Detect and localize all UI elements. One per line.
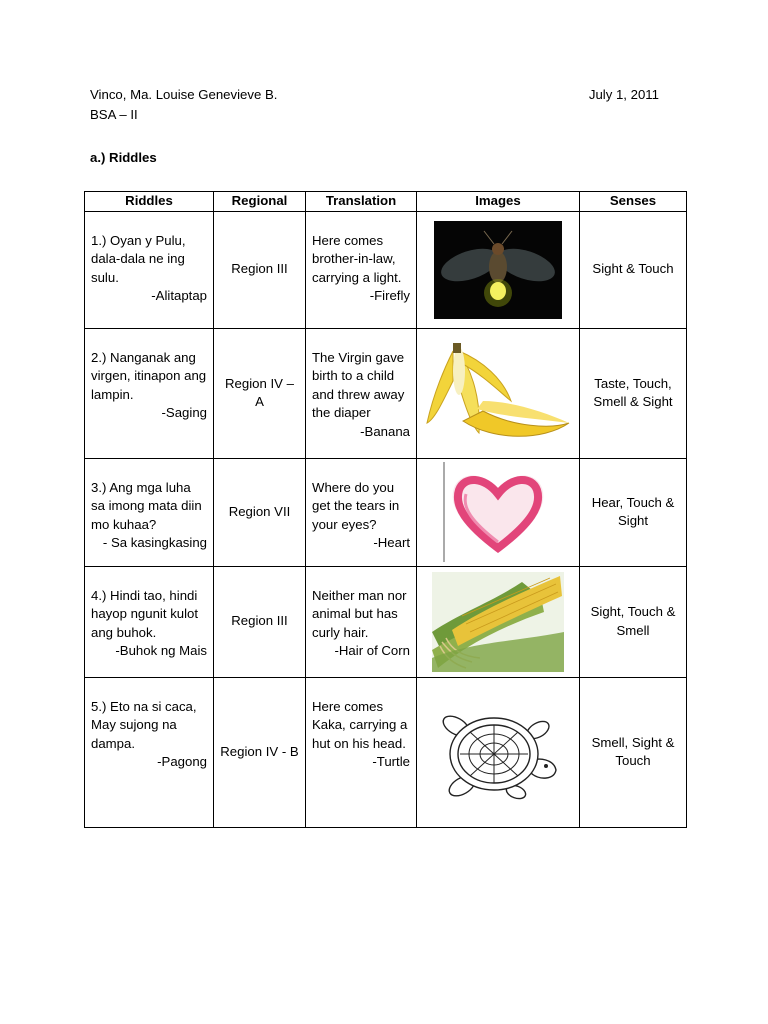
table-row <box>85 566 687 677</box>
translation-text: Neither man nor animal but has curly hair. <box>312 587 407 640</box>
translation-answer: -Heart <box>373 535 410 550</box>
image-cell <box>417 566 580 677</box>
table-row <box>85 677 687 827</box>
column-header-riddles: Riddles <box>85 192 214 212</box>
translation-answer: -Hair of Corn <box>334 643 410 658</box>
image-cell <box>417 458 580 566</box>
translation-cell <box>306 677 417 827</box>
senses-cell: Smell, Sight & Touch <box>580 677 687 827</box>
riddle-answer: -Alitaptap <box>151 288 207 303</box>
riddle-cell <box>85 677 214 827</box>
image-cell <box>417 328 580 458</box>
region-cell: Region IV - B <box>214 677 306 827</box>
region-cell: Region IV – A <box>214 328 306 458</box>
region-cell: Region VII <box>214 458 306 566</box>
riddle-text: 2.) Nanganak ang virgen, itinapon ang lampin. <box>91 349 207 402</box>
riddle-answer: -Saging <box>161 405 207 420</box>
table-header-row <box>85 192 687 212</box>
riddle-answer: - Sa kasingkasing <box>102 535 207 550</box>
translation-cell <box>306 566 417 677</box>
riddle-text: 3.) Ang mga luha sa imong mata diin mo kuhaa? <box>91 479 202 532</box>
riddle-text: 5.) Eto na si caca, May sujong na dampa. <box>91 698 197 751</box>
translation-cell <box>306 328 417 458</box>
senses-cell: Taste, Touch, Smell & Sight <box>580 328 687 458</box>
riddles-table <box>84 191 687 828</box>
translation-answer: -Banana <box>360 423 410 439</box>
heart-image <box>442 462 554 562</box>
riddle-cell <box>85 566 214 677</box>
translation-answer: -Turtle <box>372 754 410 769</box>
image-cell <box>417 211 580 328</box>
table-row <box>85 328 687 458</box>
image-cell <box>417 677 580 827</box>
riddle-text: 1.) Oyan y Pulu, dala-dala ne ing sulu. <box>91 232 186 285</box>
author-name: Vinco, Ma. Louise Genevieve B. <box>90 87 278 102</box>
riddle-cell <box>85 328 214 458</box>
table-row <box>85 458 687 566</box>
column-header-regional: Regional <box>214 192 306 212</box>
translation-answer: -Firefly <box>369 288 410 303</box>
translation-text: Here comes brother-in-law, carrying a light. <box>312 232 402 285</box>
translation-cell <box>306 458 417 566</box>
banana-image <box>423 341 573 445</box>
senses-cell: Sight & Touch <box>580 211 687 328</box>
firefly-image <box>434 221 562 319</box>
riddle-cell <box>85 211 214 328</box>
column-header-translation: Translation <box>306 192 417 212</box>
section-heading: a.) Riddles <box>90 150 157 165</box>
translation-text: Here comes Kaka, carrying a hut on his head. <box>312 698 408 751</box>
riddle-cell <box>85 458 214 566</box>
column-header-images: Images <box>417 192 580 212</box>
turtle-image <box>436 700 560 804</box>
translation-text: The Virgin gave birth to a child and threw away the diaper <box>312 349 405 420</box>
corn-image <box>432 572 564 672</box>
senses-cell: Sight, Touch & Smell <box>580 566 687 677</box>
document-date: July 1, 2011 <box>588 87 659 102</box>
region-cell: Region III <box>214 211 306 328</box>
table-row <box>85 211 687 328</box>
riddle-text: 4.) Hindi tao, hindi hayop ngunit kulot ang buhok. <box>91 587 199 640</box>
riddle-answer: -Buhok ng Mais <box>115 643 207 658</box>
course-section: BSA – II <box>90 107 138 122</box>
riddle-answer: -Pagong <box>157 754 207 769</box>
column-header-senses: Senses <box>580 192 687 212</box>
translation-cell <box>306 211 417 328</box>
senses-cell: Hear, Touch & Sight <box>580 458 687 566</box>
region-cell: Region III <box>214 566 306 677</box>
translation-text: Where do you get the tears in your eyes? <box>312 479 400 532</box>
